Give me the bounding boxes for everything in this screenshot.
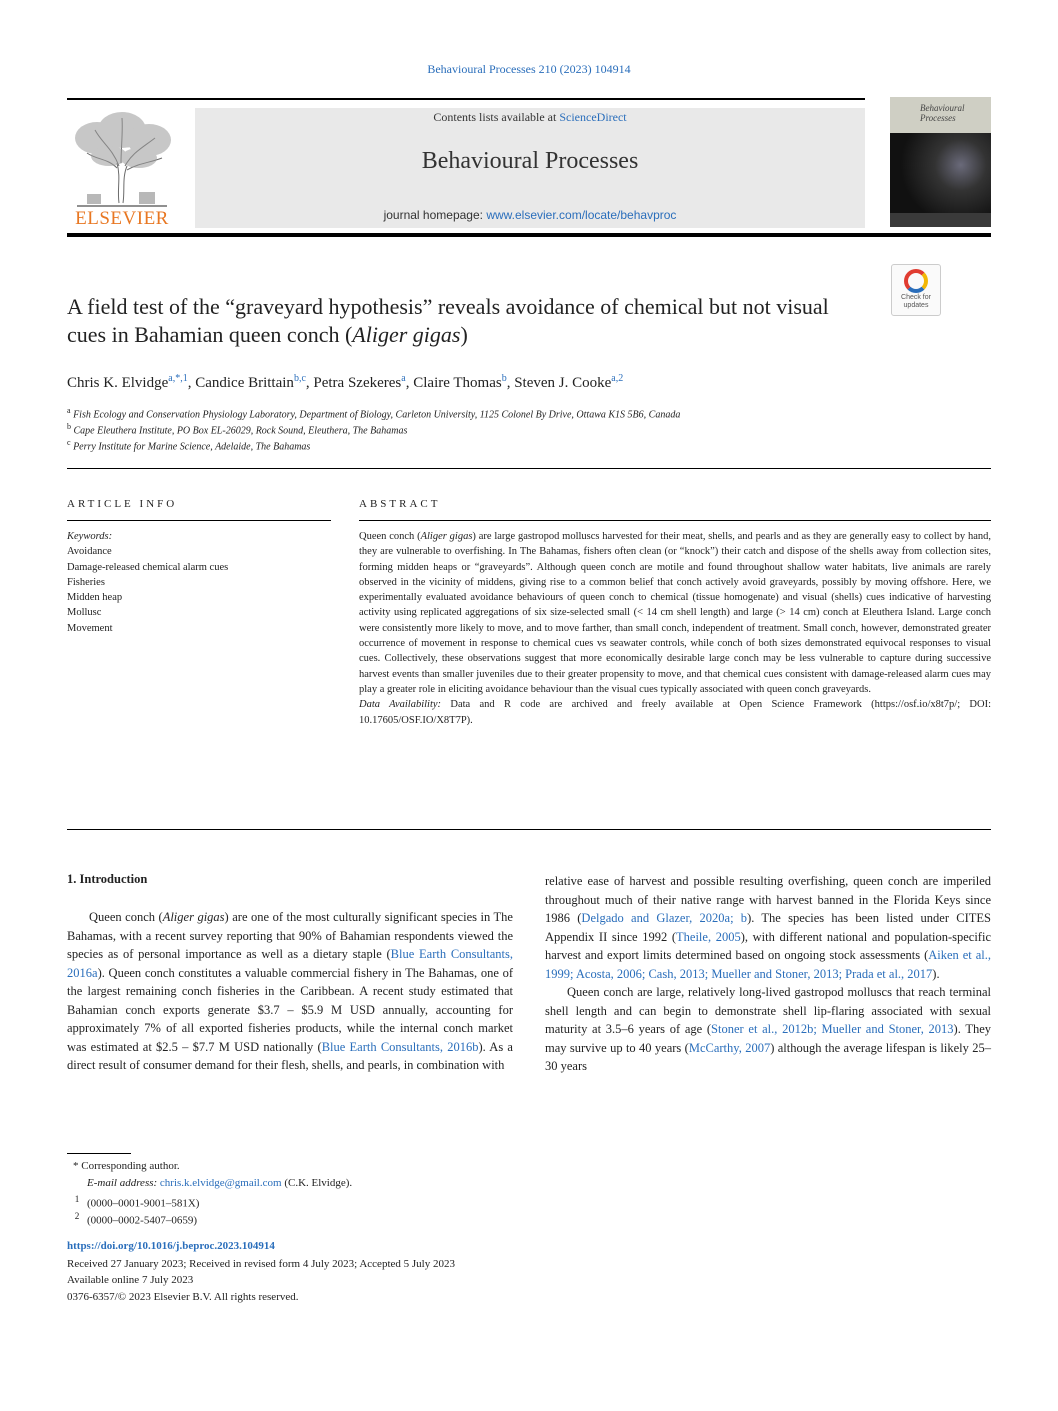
- keyword: Mollusc: [67, 607, 102, 619]
- email-note: E-mail address: chris.k.elvidge@gmail.com (C.K. Elvidge).: [87, 1177, 353, 1189]
- reference-link[interactable]: Blue Earth Consultants, 2016b: [321, 1039, 479, 1054]
- reference-link[interactable]: Theile, 2005: [676, 929, 741, 944]
- body-text: ) are one of the most culturally significant species in The Bahamas, with a recent survey reporting that 90% of Bahamian respondents viewed the species as of personal importance as well as a dietary staple (: [67, 910, 513, 961]
- keyword: Midden heap: [67, 592, 123, 604]
- article-info-rule: [67, 520, 331, 521]
- journal-citation[interactable]: Behavioural Processes 210 (2023) 104914: [427, 62, 631, 76]
- reference-link[interactable]: Blue Earth Consultants, 2016a: [67, 947, 513, 980]
- data-availability: Data Availability: Data and R code are archived and freely available at Open Science Framework (https://osf.io/x8t7p/; DOI: 10.17605/OSF.IO/X8T7P).: [359, 699, 992, 726]
- title-text: A field test of the “graveyard hypothesis” reveals avoidance of chemical but not visual cues in Bahamian queen conch (: [67, 294, 829, 347]
- homepage-prefix: journal homepage:: [383, 208, 487, 222]
- abstract-heading: ABSTRACT: [359, 498, 441, 510]
- body-text: ) although the average lifespan is likely 25–30 years: [545, 1040, 992, 1073]
- check-for-updates-label: Check for updates: [901, 294, 931, 309]
- author[interactable]: Chris K. Elvidge$^{a,*,1}$: [67, 373, 188, 391]
- body-text: ). They may survive up to 40 years (: [545, 1022, 992, 1055]
- cover-photo: [890, 133, 991, 213]
- sciencedirect-link[interactable]: ScienceDirect: [559, 110, 627, 124]
- check-for-updates-badge[interactable]: [891, 264, 941, 316]
- article-info-heading: ARTICLE INFO: [67, 498, 178, 510]
- homepage-link[interactable]: www.elsevier.com/locate/behavproc: [486, 208, 677, 222]
- author[interactable]: Steven J. Cooke$^{a,2}$: [514, 373, 624, 391]
- body-text: ). Queen conch constitutes a valuable commercial fishery in The Bahamas, one of the largest remaining conch fisheries in the Caribbean. A recent study estimated that Bahamian conch exports generate $3.7 – $5.9 M USD annually, accounting for approximately 7% of all exported fisheries products, while the internal conch market was estimated at $2.5 – $7.7 M USD nationally (: [67, 965, 513, 1054]
- elsevier-logo: [67, 108, 177, 228]
- doi-link[interactable]: https://doi.org/10.1016/j.beproc.2023.104914: [67, 1240, 275, 1252]
- author[interactable]: Claire Thomas$^b$: [413, 373, 507, 391]
- article-title: [67, 293, 857, 349]
- title-species: Aliger gigas: [352, 322, 461, 347]
- author-list: Chris K. Elvidge$^{a,*,1}$, Candice Brittain$^{b,c}$, Petra Szekeres$^a$, Claire Thomas$^b$, Steven J. Cooke$^{a,2}$: [67, 373, 624, 391]
- cover-title: Behavioural Processes: [920, 103, 965, 123]
- keyword: Movement: [67, 622, 113, 634]
- elsevier-wordmark: ELSEVIER: [75, 208, 169, 229]
- species-name: Aliger gigas: [162, 910, 225, 924]
- affiliation: $^a$ Fish Ecology and Conservation Physiology Laboratory, Department of Biology, Carleton University, 1125 Colonel By Drive, Ottawa K1S 5B6, Canada: [67, 406, 681, 421]
- copyright: 0376-6357/© 2023 Elsevier B.V. All rights reserved.: [67, 1291, 299, 1303]
- received-dates: Received 27 January 2023; Received in revised form 4 July 2023; Accepted 5 July 2023: [67, 1258, 455, 1270]
- header-rule-thick: [67, 233, 991, 237]
- body-text: ). As a direct result of consumer demand for their flesh, shells, and pearls, in combination with: [67, 1039, 513, 1072]
- section-heading-introduction: 1. Introduction: [67, 872, 148, 886]
- reference-link[interactable]: McCarthy, 2007: [688, 1040, 771, 1055]
- footnote-rule: [67, 1153, 131, 1154]
- intro-column-right: [545, 872, 991, 1076]
- keyword: Damage-released chemical alarm cues: [67, 561, 229, 573]
- keywords-label: Keywords:: [67, 531, 113, 542]
- header-rule: [67, 98, 865, 100]
- crossmark-icon: [904, 269, 928, 293]
- author[interactable]: Petra Szekeres$^a$: [313, 373, 406, 391]
- abstract-body: [359, 529, 991, 728]
- journal-title: Behavioural Processes: [421, 148, 639, 174]
- affiliation: $^b$ Cape Eleuthera Institute, PO Box EL-26029, Rock Sound, Eleuthera, The Bahamas: [67, 422, 408, 437]
- orcid-note: $^1$ (0000–0001-9001–581X): [74, 1194, 200, 1210]
- homepage-line: [195, 208, 865, 222]
- contents-prefix: Contents lists available at: [433, 110, 560, 124]
- body-text: relative ease of harvest and possible resulting overfishing, queen conch are imperiled throughout much of their native range with harvest banned in the Florida Keys since 1986 (: [545, 874, 991, 925]
- affiliation: $^c$ Perry Institute for Marine Science, Adelaide, The Bahamas: [67, 438, 311, 453]
- title-close: ): [460, 322, 468, 347]
- intro-paragraph: [545, 983, 991, 1076]
- body-text: ). The species has been listed under CITES Appendix II since 1992 (: [545, 911, 991, 944]
- contents-line: [195, 110, 865, 125]
- reference-link[interactable]: Delgado and Glazer, 2020a; b: [581, 911, 748, 925]
- keywords-list: [67, 529, 331, 636]
- available-online: Available online 7 July 2023: [67, 1274, 194, 1286]
- keyword: Avoidance: [67, 546, 112, 558]
- author[interactable]: Candice Brittain$^{b,c}$: [195, 373, 306, 391]
- section-divider: [67, 829, 991, 830]
- abstract-paragraph: Queen conch (Aliger gigas) are large gastropod molluscs harvested for their meat, shells, and pearls and as they are generally easy to collect by hand, they are vulnerable to overfishing. In The Bahamas, fishers often clean (or “knock”) their catch and dispose of the shells away from collection sites, forming midden heaps or “graveyards”. Although queen conch are motile and found throughout shallow water habitats, live animals are rarely observed in the vicinity of middens, giving rise to a common belief that conch actively avoid graveyards, possibly by moving offshore. Here, we experimentally evaluated avoidance behaviours of queen conch to chemical (tissue homogenate) and visual (shells) cues indicative of harvesting activity using replicated aggregations of six size-selected small (< 14 cm shell length) and large (> 14 cm) conch at Eleuthera Island. Large conch were consistently more likely to move, and to move farther, than small conch, independent of treatment. Small conch, however, demonstrated greater occurrence of movement in response to chemical cues vs seawater controls, while conch of both sizes demonstrated equivocal responses to visual cues. Collectively, these observations suggest that more economically desirable large conch may be less vulnerable to capture during successive harvest events than smaller juveniles due to their greater propensity to move, and that chemical cues consistent with damage-released alarm cues may play a greater role in eliciting avoidance behaviour than the visual cues typically associated with queen conch graveyards.: [359, 531, 991, 695]
- body-text: ).: [932, 966, 940, 981]
- body-text: Queen conch are large, relatively long-lived gastropod molluscs that reach terminal shell length and can begin to demonstrate shell lip-flaring associated with sexual maturity at 3.5–6 years of age (: [545, 985, 991, 1036]
- keyword: Fisheries: [67, 576, 105, 588]
- journal-cover-image[interactable]: [890, 97, 991, 227]
- body-text: Queen conch (: [89, 910, 163, 924]
- orcid-note: $^2$ (0000–0002-5407–0659): [74, 1211, 197, 1227]
- corresponding-author-note: * Corresponding author.: [73, 1160, 180, 1172]
- abstract-rule: [359, 520, 991, 521]
- cover-footer: [890, 213, 991, 227]
- body-text: ), with different national and population-specific harvest and export limits determined based on ongoing stock assessments (: [545, 929, 991, 962]
- email-link[interactable]: chris.k.elvidge@gmail.com: [159, 1177, 282, 1189]
- intro-column-left: [67, 908, 513, 1075]
- intro-paragraph: [545, 872, 991, 983]
- section-divider: [67, 468, 991, 469]
- reference-link[interactable]: Stoner et al., 2012b; Mueller and Stoner, 2013: [711, 1022, 954, 1036]
- reference-link[interactable]: Aiken et al., 1999; Acosta, 2006; Cash, 2013; Mueller and Stoner, 2013; Prada et al., 2017: [545, 948, 991, 981]
